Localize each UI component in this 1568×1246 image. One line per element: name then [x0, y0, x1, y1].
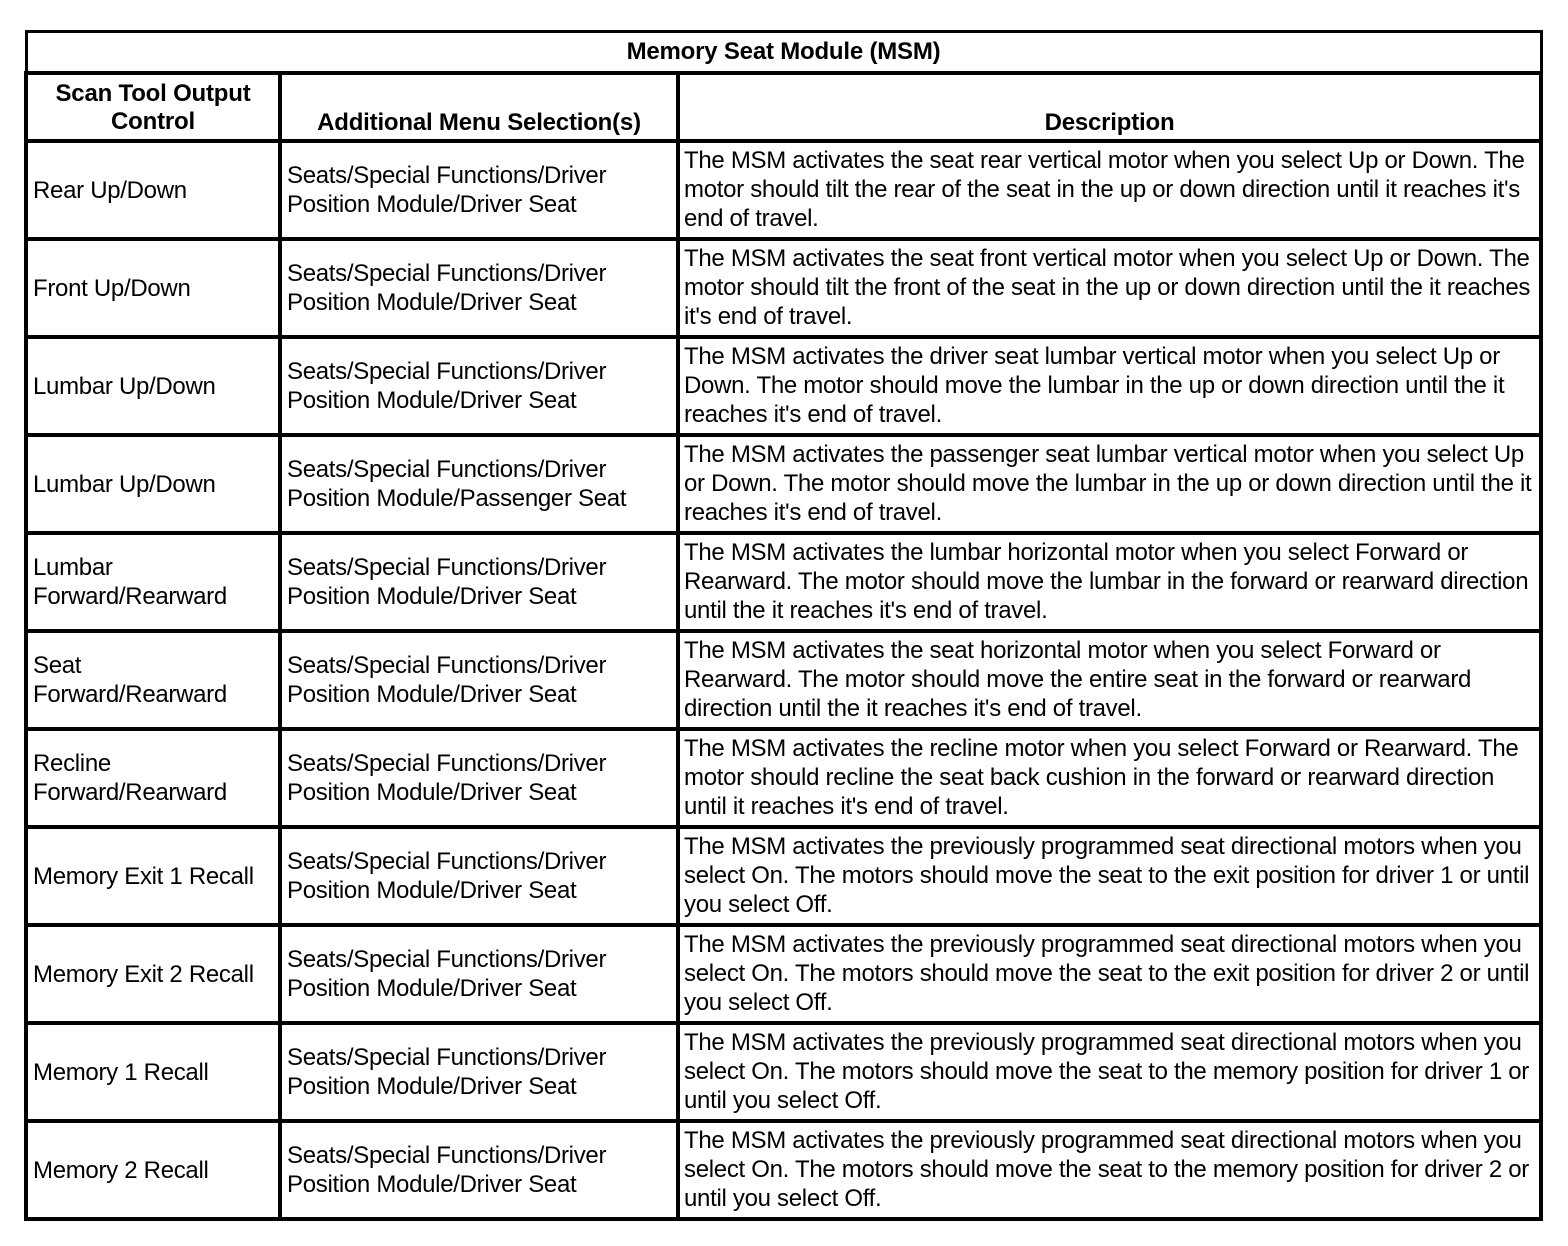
cell-menu: Seats/Special Functions/Driver Position Module/Driver Seat: [280, 1121, 678, 1219]
cell-description: The MSM activates the previously programmed seat directional motors when you select On. The motors should move the seat to the exit position for driver 1 or until you select Off.: [678, 827, 1541, 925]
cell-control: Lumbar Up/Down: [26, 337, 280, 435]
cell-menu: Seats/Special Functions/Driver Position Module/Driver Seat: [280, 1023, 678, 1121]
cell-control: Lumbar Up/Down: [26, 435, 280, 533]
cell-description: The MSM activates the previously programmed seat directional motors when you select On. The motors should move the seat to the memory position for driver 1 or until you select Off.: [678, 1023, 1541, 1121]
table-row: [26, 533, 1541, 631]
cell-control: Memory 1 Recall: [26, 1023, 280, 1121]
cell-description: The MSM activates the seat horizontal motor when you select Forward or Rearward. The motor should move the entire seat in the forward or rearward direction until the it reaches it's end of travel.: [678, 631, 1541, 729]
table-title: Memory Seat Module (MSM): [26, 32, 1541, 74]
cell-menu: Seats/Special Functions/Driver Position Module/Passenger Seat: [280, 435, 678, 533]
table-row: [26, 435, 1541, 533]
cell-menu: Seats/Special Functions/Driver Position Module/Driver Seat: [280, 827, 678, 925]
cell-description: The MSM activates the seat rear vertical motor when you select Up or Down. The motor should tilt the rear of the seat in the up or down direction until it reaches it's end of travel.: [678, 141, 1541, 239]
cell-control: Memory Exit 2 Recall: [26, 925, 280, 1023]
table-row: [26, 631, 1541, 729]
table-header-row: [26, 73, 1541, 141]
cell-description: The MSM activates the lumbar horizontal motor when you select Forward or Rearward. The motor should move the lumbar in the forward or rearward direction until the it reaches it's end of travel.: [678, 533, 1541, 631]
column-header-description: Description: [678, 73, 1541, 141]
msm-output-control-table: [24, 30, 1543, 1221]
cell-control: Recline Forward/Rearward: [26, 729, 280, 827]
cell-menu: Seats/Special Functions/Driver Position Module/Driver Seat: [280, 631, 678, 729]
cell-menu: Seats/Special Functions/Driver Position Module/Driver Seat: [280, 533, 678, 631]
table-row: [26, 1023, 1541, 1121]
cell-menu: Seats/Special Functions/Driver Position Module/Driver Seat: [280, 729, 678, 827]
table-row: [26, 827, 1541, 925]
column-header-control: Scan Tool Output Control: [26, 73, 280, 141]
cell-description: The MSM activates the passenger seat lumbar vertical motor when you select Up or Down. The motor should move the lumbar in the up or down direction until the it reaches it's end of travel.: [678, 435, 1541, 533]
cell-control: Rear Up/Down: [26, 141, 280, 239]
cell-menu: Seats/Special Functions/Driver Position Module/Driver Seat: [280, 337, 678, 435]
cell-control: Memory 2 Recall: [26, 1121, 280, 1219]
cell-description: The MSM activates the driver seat lumbar vertical motor when you select Up or Down. The motor should move the lumbar in the up or down direction until the it reaches it's end of travel.: [678, 337, 1541, 435]
cell-control: Seat Forward/Rearward: [26, 631, 280, 729]
table-title-row: [26, 32, 1541, 74]
table-row: [26, 729, 1541, 827]
cell-control: Front Up/Down: [26, 239, 280, 337]
table-row: [26, 239, 1541, 337]
cell-menu: Seats/Special Functions/Driver Position Module/Driver Seat: [280, 141, 678, 239]
table-row: [26, 925, 1541, 1023]
cell-description: The MSM activates the previously programmed seat directional motors when you select On. The motors should move the seat to the memory position for driver 2 or until you select Off.: [678, 1121, 1541, 1219]
cell-menu: Seats/Special Functions/Driver Position Module/Driver Seat: [280, 239, 678, 337]
cell-menu: Seats/Special Functions/Driver Position Module/Driver Seat: [280, 925, 678, 1023]
cell-description: The MSM activates the previously programmed seat directional motors when you select On. The motors should move the seat to the exit position for driver 2 or until you select Off.: [678, 925, 1541, 1023]
table-row: [26, 141, 1541, 239]
cell-control: Memory Exit 1 Recall: [26, 827, 280, 925]
table-row: [26, 1121, 1541, 1219]
column-header-menu: Additional Menu Selection(s): [280, 73, 678, 141]
table-row: [26, 337, 1541, 435]
cell-description: The MSM activates the recline motor when you select Forward or Rearward. The motor should recline the seat back cushion in the forward or rearward direction until it reaches it's end of travel.: [678, 729, 1541, 827]
cell-description: The MSM activates the seat front vertical motor when you select Up or Down. The motor should tilt the front of the seat in the up or down direction until the it reaches it's end of travel.: [678, 239, 1541, 337]
cell-control: Lumbar Forward/Rearward: [26, 533, 280, 631]
